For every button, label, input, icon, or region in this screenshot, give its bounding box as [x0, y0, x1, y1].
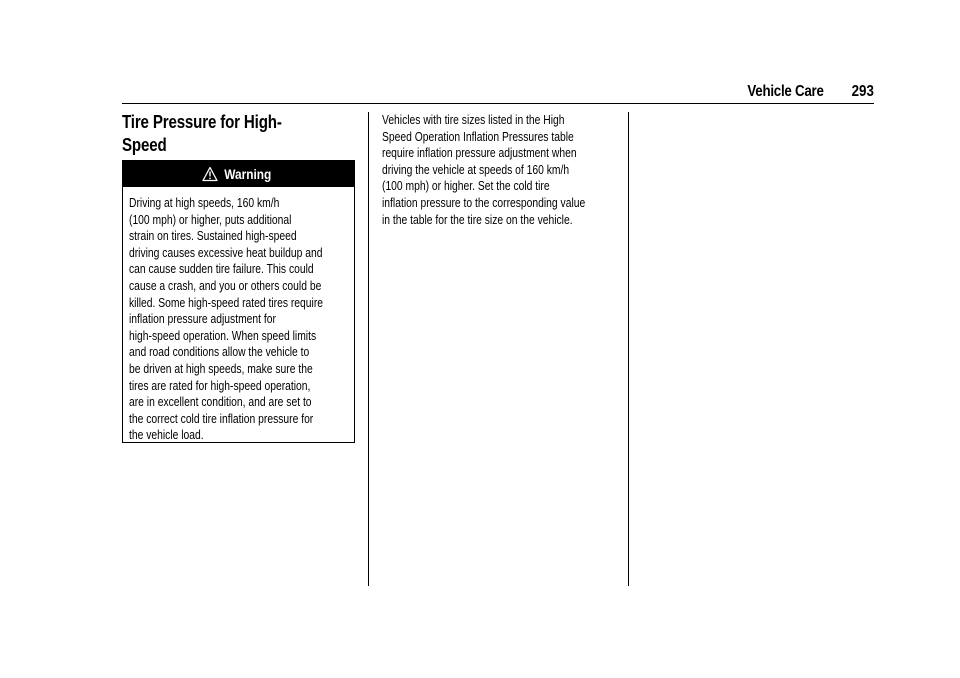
warning-box	[122, 160, 355, 443]
body-line: require inflation pressure adjustment when	[382, 146, 577, 161]
body-line: in the table for the tire size on the vehicle.	[382, 212, 573, 227]
warning-line: tires are rated for high-speed operation,	[129, 378, 311, 393]
body-line: Vehicles with tire sizes listed in the High	[382, 113, 565, 127]
warning-line: cause a crash, and you or others could be	[129, 278, 322, 293]
warning-label: Warning	[224, 166, 272, 182]
warning-line: and road conditions allow the vehicle to	[129, 345, 310, 360]
warning-header	[123, 161, 354, 187]
warning-line: (100 mph) or higher, puts additional	[129, 212, 292, 227]
body-line: inflation pressure to the corresponding value	[382, 195, 586, 210]
header-section-title: Vehicle Care	[747, 83, 824, 100]
warning-line: strain on tires. Sustained high-speed	[129, 229, 297, 244]
warning-triangle-icon	[202, 166, 218, 182]
warning-body	[123, 187, 354, 444]
body-text	[382, 112, 622, 228]
page-number: 293	[851, 83, 874, 100]
section-title-line-1: Tire Pressure for High-Speed	[122, 112, 282, 155]
warning-line: the vehicle load.	[129, 428, 204, 443]
column-divider-1	[368, 112, 369, 586]
body-line: driving the vehicle at speeds of 160 km/h	[382, 162, 570, 177]
column-divider-2	[628, 112, 629, 586]
body-line: Speed Operation Inflation Pressures table	[382, 129, 574, 144]
warning-line: are in excellent condition, and are set to	[129, 395, 312, 410]
warning-line: inflation pressure adjustment for	[129, 312, 276, 327]
warning-line: be driven at high speeds, make sure the	[129, 361, 313, 376]
warning-line: Driving at high speeds, 160 km/h	[129, 196, 280, 210]
warning-line: can cause sudden tire failure. This could	[129, 262, 314, 277]
header-rule	[122, 103, 874, 104]
body-line: (100 mph) or higher. Set the cold tire	[382, 179, 550, 194]
warning-line: killed. Some high-speed rated tires require	[129, 295, 324, 310]
warning-line: driving causes excessive heat buildup and	[129, 245, 323, 260]
warning-line: high-speed operation. When speed limits	[129, 328, 317, 343]
warning-line: the correct cold tire inflation pressure for	[129, 411, 314, 426]
